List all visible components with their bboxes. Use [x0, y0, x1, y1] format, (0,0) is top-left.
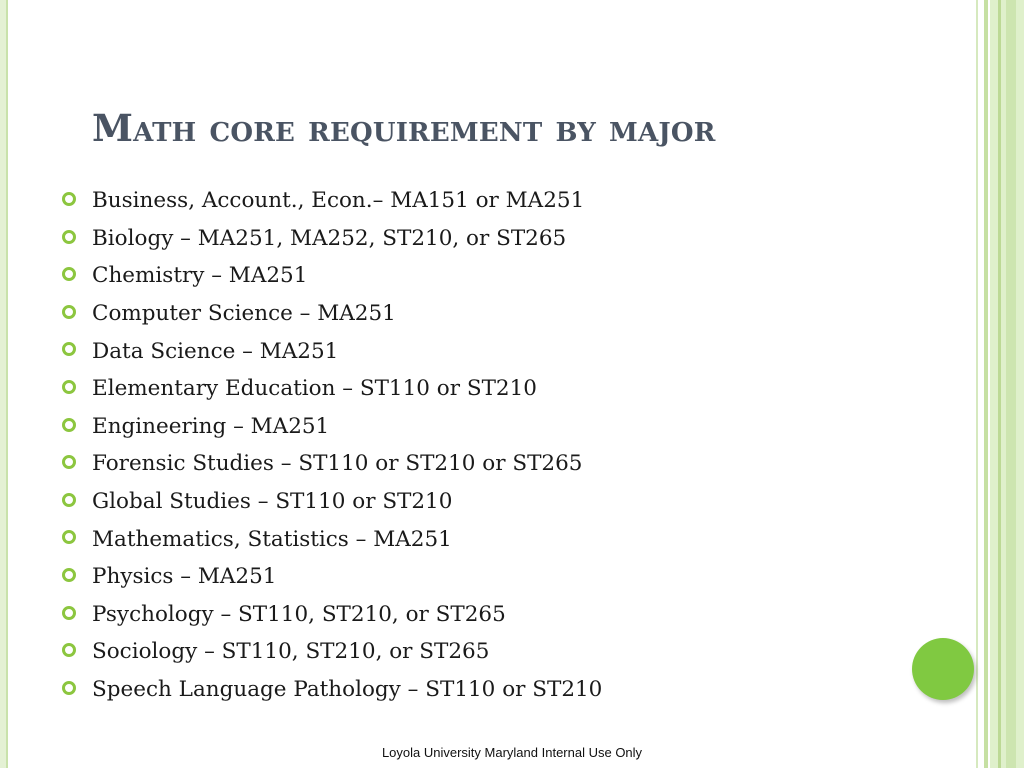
list-item — [60, 671, 602, 709]
green-circle-decoration — [912, 638, 974, 700]
bullet-ring-icon — [62, 493, 76, 507]
bullet-ring-icon — [62, 643, 76, 657]
list-item — [60, 370, 602, 408]
list-item — [60, 182, 602, 220]
list-item — [60, 332, 602, 370]
slide-title: Math core requirement by major — [92, 106, 716, 150]
bullet-ring-icon — [62, 305, 76, 319]
list-item — [60, 633, 602, 671]
list-item-text: Psychology – ST110, ST210, or ST265 — [92, 601, 506, 627]
left-decorative-edge — [0, 0, 8, 768]
list-item — [60, 445, 602, 483]
bullet-ring-icon — [62, 418, 76, 432]
list-item-text: Sociology – ST110, ST210, or ST265 — [92, 639, 490, 665]
bullet-ring-icon — [62, 342, 76, 356]
list-item-text: Chemistry – MA251 — [92, 263, 308, 289]
bullet-ring-icon — [62, 681, 76, 695]
list-item-text: Elementary Education – ST110 or ST210 — [92, 376, 537, 402]
list-item — [60, 220, 602, 258]
list-item — [60, 596, 602, 634]
bullet-ring-icon — [62, 230, 76, 244]
right-decorative-stripes — [976, 0, 1024, 768]
list-item-text: Speech Language Pathology – ST110 or ST210 — [92, 677, 603, 703]
bullet-ring-icon — [62, 380, 76, 394]
list-item-text: Mathematics, Statistics – MA251 — [92, 526, 452, 552]
list-item — [60, 408, 602, 446]
list-item-text: Data Science – MA251 — [92, 338, 339, 364]
stripe — [976, 0, 978, 768]
bullet-ring-icon — [62, 267, 76, 281]
list-item-text: Forensic Studies – ST110 or ST210 or ST265 — [92, 451, 583, 477]
list-item-text: Biology – MA251, MA252, ST210, or ST265 — [92, 225, 567, 251]
list-item — [60, 520, 602, 558]
list-item — [60, 295, 602, 333]
bullet-ring-icon — [62, 568, 76, 582]
bullet-ring-icon — [62, 455, 76, 469]
bullet-list — [60, 182, 602, 708]
list-item-text: Physics – MA251 — [92, 564, 277, 590]
stripe — [998, 0, 1001, 768]
list-item-text: Engineering – MA251 — [92, 413, 330, 439]
bullet-ring-icon — [62, 530, 76, 544]
bullet-ring-icon — [62, 192, 76, 206]
list-item — [60, 257, 602, 295]
list-item-text: Business, Account., Econ.– MA151 or MA251 — [92, 188, 585, 214]
footer-text: Loyola University Maryland Internal Use Only — [381, 745, 643, 760]
list-item — [60, 483, 602, 521]
list-item-text: Global Studies – ST110 or ST210 — [92, 489, 453, 515]
list-item — [60, 558, 602, 596]
stripe — [984, 0, 988, 768]
stripe — [1006, 0, 1016, 768]
bullet-ring-icon — [62, 606, 76, 620]
list-item-text: Computer Science – MA251 — [92, 301, 396, 327]
